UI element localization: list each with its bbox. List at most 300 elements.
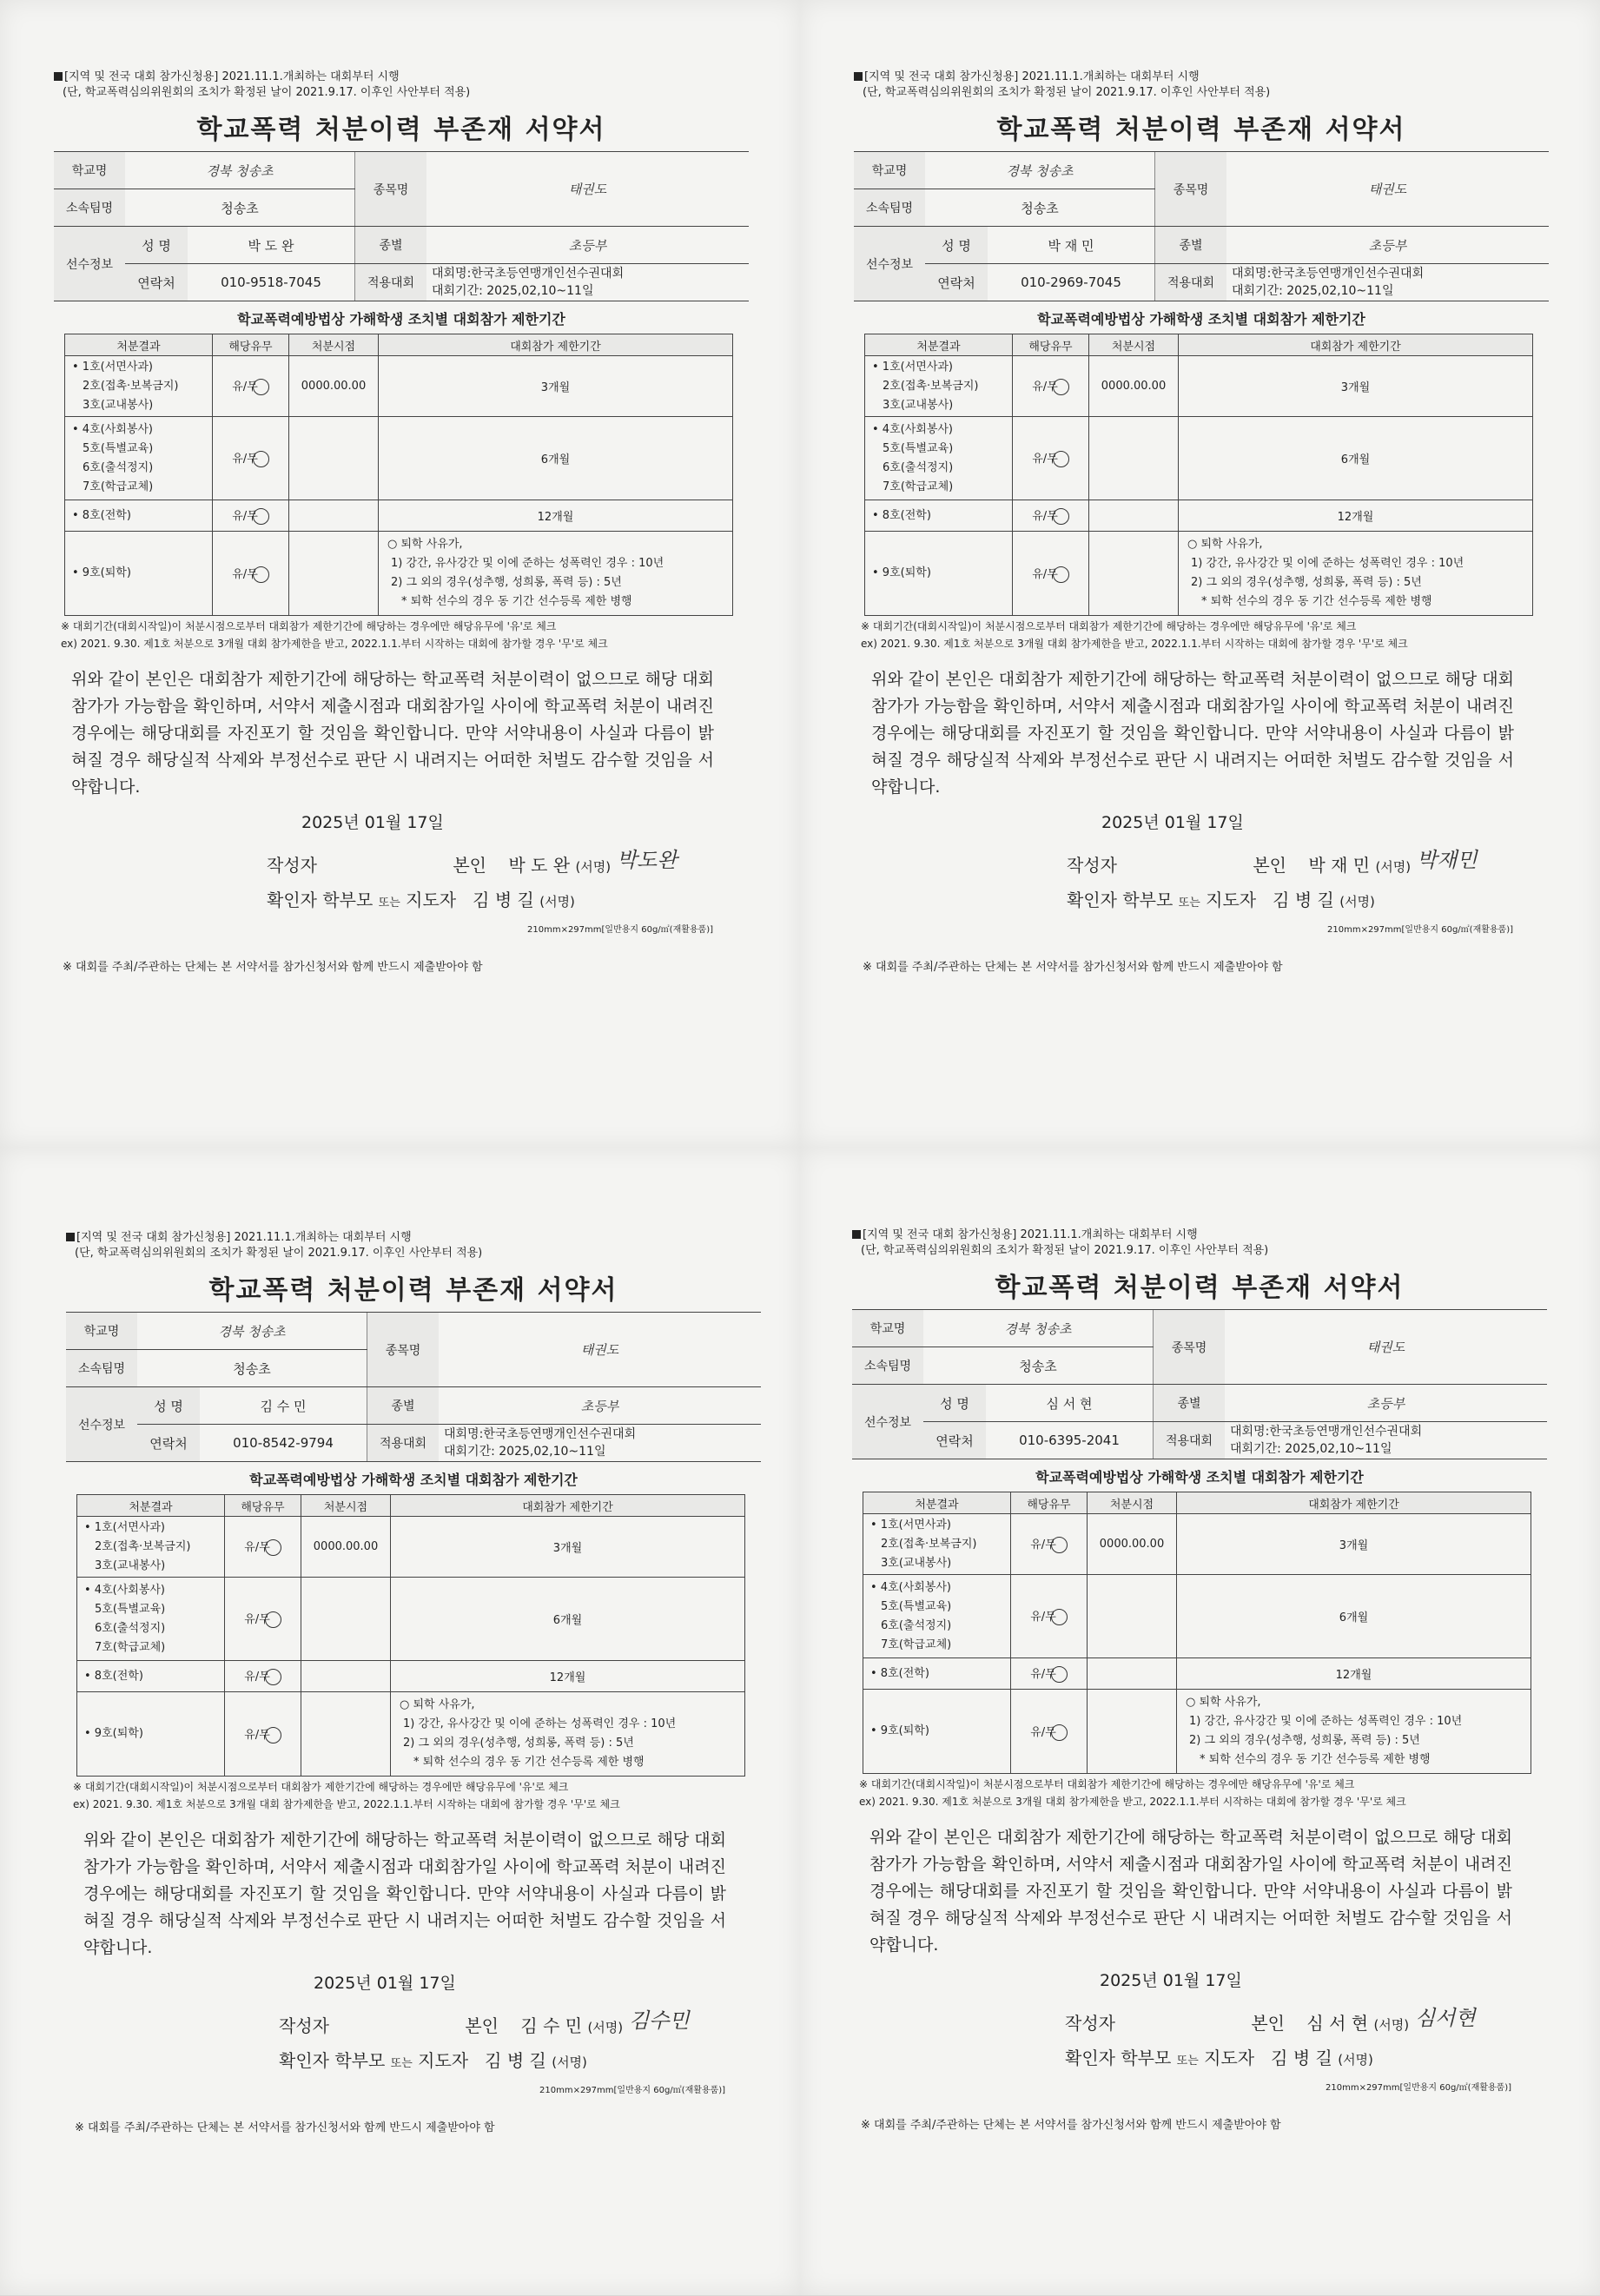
limit-cell: [391, 1692, 745, 1777]
yn-text: 유/무: [244, 1671, 270, 1684]
restriction-subtitle: 학교폭력예방법상 가해학생 조치별 대회참가 제한기간: [237, 311, 565, 328]
player-info-table: [66, 1312, 761, 1462]
phone-value: 010-2969-7045: [988, 264, 1155, 301]
contact-label: 연락처: [125, 264, 188, 301]
pledge-body: 위와 같이 본인은 대회참가 제한기간에 해당하는 학교폭력 처분이력이 없으므로 해당 대회 참가가 가능함을 확인하며, 서약서 제출시점과 대회참가일 사이에 학교폭력 처분이 내려진 경우에는 해당대회를 자진포기 할 것임을 확인합니다. 만약 서약내용이 사실과 다름이 밝혀질 경우 해당실적 삭제와 부정선수로 판단 시 내려지는 어떠한 처벌도 감수할 것임을 서약합니다.: [71, 670, 714, 797]
limit-cell: [1179, 532, 1533, 616]
form-header: [852, 1227, 1547, 1259]
division-value: 초등부: [439, 1387, 761, 1425]
competition-value: [426, 264, 749, 301]
self-label: 본인: [453, 855, 486, 876]
limit-line: * 퇴학 선수의 경우 동 기간 선수등록 제한 병행: [401, 595, 632, 608]
table-row: [863, 1690, 1531, 1774]
pledge-date: 2025년 01월 17일: [301, 813, 444, 832]
footer-note: ※ 대회를 주최/주관하는 단체는 본 서약서를 참가신청서와 함께 반드시 제출받아야 함: [63, 961, 483, 974]
yn-cell: [225, 1578, 301, 1661]
limit-line: 1) 강간, 유사강간 및 이에 준하는 성폭력인 경우 : 10년: [403, 1717, 677, 1730]
pledge-form: [852, 1227, 1547, 2132]
event-value: 태권도: [1225, 1310, 1547, 1385]
footer-note: ※ 대회를 주최/주관하는 단체는 본 서약서를 참가신청서와 함께 반드시 제출받아야 함: [861, 2119, 1281, 2132]
event-label: 종목명: [1155, 152, 1227, 227]
result-line: 6호(출석정지): [95, 1621, 166, 1635]
limit-line: 2) 그 외의 경우(성추행, 성희롱, 폭력 등) : 5년: [1189, 1734, 1420, 1747]
writer-name: 김 수 민: [520, 2015, 583, 2036]
date-cell: [289, 417, 379, 500]
competition-name: 대회명:한국초등연맹개인선수권대회: [444, 1427, 637, 1441]
pledge-date: 2025년 01월 17일: [1101, 813, 1244, 832]
col-date: 처분시점: [289, 334, 379, 356]
limit-cell: [1177, 1690, 1531, 1774]
result-line: 3호(교내봉사): [883, 398, 954, 412]
yn-text: 유/무: [1032, 453, 1058, 466]
name-value: 김 수 민: [200, 1387, 367, 1425]
division-label: 종별: [1154, 1385, 1226, 1422]
bullet-square-icon: [54, 72, 63, 81]
result-line: 5호(특별교육): [881, 1599, 952, 1613]
yn-text: 유/무: [1030, 1611, 1056, 1624]
limit-line: ○ 퇴학 사유가,: [1187, 538, 1263, 551]
date-cell: [1088, 1575, 1177, 1658]
division-value: 초등부: [1226, 227, 1549, 264]
competition-value: [439, 1425, 761, 1462]
player-info-label: 선수정보: [854, 227, 925, 301]
yn-text: 유/무: [1030, 1725, 1056, 1739]
player-info-table: [54, 151, 749, 301]
result-line: 7호(학급교체): [83, 480, 154, 493]
limit-cell: 12개월: [379, 500, 733, 532]
table-row: [77, 1661, 745, 1692]
coach-label: 지도자: [1204, 2048, 1255, 2068]
col-limit: 대회참가 제한기간: [1179, 334, 1533, 356]
table-header-row: [77, 1495, 745, 1517]
seal-text: (서명): [575, 859, 612, 875]
limit-line: 1) 강간, 유사강간 및 이에 준하는 성폭력인 경우 : 10년: [391, 557, 664, 570]
pledge-sheet: [0, 0, 800, 1148]
pledge-form: [54, 69, 749, 974]
competition-value: [1225, 1422, 1547, 1459]
check-circle: [1051, 1724, 1068, 1741]
division-label: 종별: [355, 227, 427, 264]
writer-label: 작성자: [1067, 855, 1117, 876]
result-line: • 1호(서면사과): [870, 1518, 952, 1532]
writer-name: 박 재 민: [1308, 855, 1371, 876]
coach-name: 김 병 길: [1273, 890, 1334, 910]
result-cell: [77, 1661, 225, 1692]
pledge-sheet: [800, 1148, 1600, 2295]
table-row: [863, 1514, 1531, 1575]
check-circle: [265, 1539, 281, 1556]
table-row: [65, 417, 733, 500]
date-cell: [289, 500, 379, 532]
or-label: 또는: [378, 897, 400, 910]
table-row: [865, 500, 1533, 532]
result-cell: [77, 1517, 225, 1578]
result-line: • 9호(퇴학): [72, 566, 131, 579]
team-value: 청송초: [925, 189, 1155, 227]
table-row: [65, 532, 733, 616]
result-line: 5호(특별교육): [83, 441, 154, 455]
or-label: 또는: [1178, 897, 1200, 910]
check-circle: [253, 379, 269, 395]
name-value: 심 서 현: [986, 1385, 1154, 1422]
limit-cell: 3개월: [1179, 356, 1533, 417]
header-line-2: (단, 학교폭력심의위원회의 조치가 확정된 날이 2021.9.17. 이후인 사안부터 적용): [861, 1244, 1269, 1257]
result-line: • 1호(서면사과): [72, 360, 154, 374]
competition-period: 대회기간: 2025,02,10~11일: [1230, 1442, 1392, 1456]
result-line: • 1호(서면사과): [84, 1520, 166, 1534]
pledge-body: 위와 같이 본인은 대회참가 제한기간에 해당하는 학교폭력 처분이력이 없으므로 해당 대회 참가가 가능함을 확인하며, 서약서 제출시점과 대회참가일 사이에 학교폭력 처분이 내려진 경우에는 해당대회를 자진포기 할 것임을 확인합니다. 만약 서약내용이 사실과 다름이 밝혀질 경우 해당실적 삭제와 부정선수로 판단 시 내려지는 어떠한 처벌도 감수할 것임을 서약합니다.: [83, 1830, 726, 1957]
seal-text: (서명): [552, 2054, 587, 2070]
result-line: 3호(교내봉사): [95, 1558, 166, 1572]
footer-note: ※ 대회를 주최/주관하는 단체는 본 서약서를 참가신청서와 함께 반드시 제출받아야 함: [863, 961, 1283, 974]
result-line: • 4호(사회봉사): [84, 1583, 166, 1597]
header-line-1: [지역 및 전국 대회 참가신청용] 2021.11.1.개최하는 대회부터 시행: [64, 70, 400, 83]
bullet-square-icon: [66, 1233, 75, 1241]
date-cell: 0000.00.00: [301, 1517, 391, 1578]
name-label: 성 명: [137, 1387, 200, 1425]
date-cell: [1089, 417, 1179, 500]
seal-text: (서명): [539, 894, 575, 910]
pledge-body: 위와 같이 본인은 대회참가 제한기간에 해당하는 학교폭력 처분이력이 없으므로 해당 대회 참가가 가능함을 확인하며, 서약서 제출시점과 대회참가일 사이에 학교폭력 처분이 내려진 경우에는 해당대회를 자진포기 할 것임을 확인합니다. 만약 서약내용이 사실과 다름이 밝혀질 경우 해당실적 삭제와 부정선수로 판단 시 내려지는 어떠한 처벌도 감수할 것임을 서약합니다.: [869, 1828, 1512, 1955]
signature-block: [66, 2009, 761, 2081]
result-line: 2호(접촉·보복금지): [83, 379, 179, 393]
col-date: 처분시점: [1089, 334, 1179, 356]
check-circle: [253, 508, 269, 525]
result-line: • 9호(퇴학): [872, 566, 931, 579]
limit-line: 1) 강간, 유사강간 및 이에 준하는 성폭력인 경우 : 10년: [1191, 557, 1464, 570]
check-circle: [1053, 566, 1069, 583]
self-label: 본인: [1251, 2013, 1285, 2034]
yn-text: 유/무: [232, 510, 258, 523]
player-info-label: 선수정보: [54, 227, 125, 301]
yn-text: 유/무: [1032, 380, 1058, 394]
form-title: 학교폭력 처분이력 부존재 서약서: [996, 115, 1406, 145]
table-row: [865, 532, 1533, 616]
writer-label: 작성자: [267, 855, 317, 876]
phone-value: 010-8542-9794: [200, 1425, 367, 1462]
col-yn: 해당유무: [225, 1495, 301, 1517]
school-label: 학교명: [66, 1313, 137, 1350]
name-label: 성 명: [125, 227, 188, 264]
result-line: • 8호(전학): [870, 1666, 929, 1680]
school-label: 학교명: [854, 152, 925, 189]
date-cell: [301, 1578, 391, 1661]
restriction-table: [864, 334, 1533, 616]
limit-cell: [379, 532, 733, 616]
header-line-2: (단, 학교폭력심의위원회의 조치가 확정된 날이 2021.9.17. 이후인 사안부터 적용): [75, 1247, 483, 1260]
coach-name: 김 병 길: [485, 2050, 546, 2071]
bullet-square-icon: [854, 72, 863, 81]
limit-line: 2) 그 외의 경우(성추행, 성희롱, 폭력 등) : 5년: [403, 1737, 634, 1750]
yn-text: 유/무: [1032, 567, 1058, 581]
competition-name: 대회명:한국초등연맹개인선수권대회: [1232, 267, 1425, 281]
result-line: 6호(출석정지): [881, 1618, 952, 1632]
note-2: ex) 2021. 9.30. 제1호 처분으로 3개월 대회 참가제한을 받고, 2022.1.1.부터 시작하는 대회에 참가할 경우 '무'로 체크: [861, 638, 1408, 650]
col-yn: 해당유무: [213, 334, 289, 356]
restriction-subtitle: 학교폭력예방법상 가해학생 조치별 대회참가 제한기간: [1037, 311, 1365, 328]
event-value: 태권도: [426, 152, 749, 227]
confirm-label: 확인자 학부모: [1067, 890, 1174, 910]
team-value: 청송초: [125, 189, 355, 227]
table-row: [865, 417, 1533, 500]
result-cell: [863, 1658, 1011, 1690]
form-title: 학교폭력 처분이력 부존재 서약서: [196, 115, 606, 145]
team-value: 청송초: [923, 1347, 1154, 1385]
result-line: • 9호(퇴학): [84, 1727, 143, 1740]
school-label: 학교명: [852, 1310, 923, 1347]
school-value: 경북 청송초: [125, 152, 355, 189]
handwritten-signature: 박재민: [1417, 848, 1478, 872]
name-label: 성 명: [923, 1385, 986, 1422]
note-2: ex) 2021. 9.30. 제1호 처분으로 3개월 대회 참가제한을 받고, 2022.1.1.부터 시작하는 대회에 참가할 경우 '무'로 체크: [859, 1796, 1406, 1808]
result-line: • 8호(전학): [84, 1669, 143, 1683]
date-cell: [301, 1661, 391, 1692]
seal-text: (서명): [1339, 894, 1375, 910]
header-line-2: (단, 학교폭력심의위원회의 조치가 확정된 날이 2021.9.17. 이후인 사안부터 적용): [63, 86, 471, 99]
table-row: [77, 1692, 745, 1777]
seal-text: (서명): [1375, 859, 1412, 875]
pledge-date: 2025년 01월 17일: [314, 1974, 456, 1993]
table-row: [65, 500, 733, 532]
team-label: 소속팀명: [66, 1350, 137, 1387]
yn-text: 유/무: [232, 453, 258, 466]
seal-text: (서명): [1338, 2052, 1373, 2068]
competition-name: 대회명:한국초등연맹개인선수권대회: [432, 267, 625, 281]
restriction-table: [64, 334, 733, 616]
col-yn: 해당유무: [1013, 334, 1089, 356]
yn-cell: [1013, 532, 1089, 616]
header-line-1: [지역 및 전국 대회 참가신청용] 2021.11.1.개최하는 대회부터 시행: [76, 1231, 412, 1244]
paper-spec: 210mm×297mm[일반용지 60g/㎡(재활용품)]: [1327, 925, 1514, 935]
limit-cell: 12개월: [391, 1661, 745, 1692]
confirm-label: 확인자 학부모: [1065, 2048, 1172, 2068]
form-title: 학교폭력 처분이력 부존재 서약서: [208, 1275, 618, 1306]
date-cell: [301, 1692, 391, 1777]
table-header-row: [65, 334, 733, 356]
limit-cell: 3개월: [391, 1517, 745, 1578]
result-line: 5호(특별교육): [883, 441, 954, 455]
yn-cell: [1011, 1658, 1088, 1690]
restriction-table: [76, 1494, 745, 1777]
check-circle: [1051, 1537, 1068, 1553]
check-circle: [1053, 379, 1069, 395]
form-header: [854, 69, 1549, 101]
self-label: 본인: [465, 2015, 499, 2036]
paper-spec: 210mm×297mm[일반용지 60g/㎡(재활용품)]: [1326, 2083, 1512, 2093]
team-label: 소속팀명: [852, 1347, 923, 1385]
pledge-date: 2025년 01월 17일: [1100, 1971, 1242, 1990]
competition-label: 적용대회: [1155, 264, 1227, 301]
paper-spec: 210mm×297mm[일반용지 60g/㎡(재활용품)]: [527, 925, 714, 935]
handwritten-signature: 김수민: [629, 2008, 690, 2033]
confirm-label: 확인자 학부모: [267, 890, 374, 910]
name-value: 박 도 완: [188, 227, 355, 264]
note-1: ※ 대회기간(대회시작일)이 처분시점으로부터 대회참가 제한기간에 해당하는 경우에만 해당유무에 '유'로 체크: [73, 1781, 569, 1793]
limit-cell: 6개월: [1179, 417, 1533, 500]
result-line: • 4호(사회봉사): [72, 422, 154, 436]
seal-text: (서명): [587, 2020, 624, 2035]
col-result: 처분결과: [863, 1492, 1011, 1514]
limit-cell: 12개월: [1179, 500, 1533, 532]
school-label: 학교명: [54, 152, 125, 189]
coach-label: 지도자: [406, 890, 457, 910]
limit-cell: 3개월: [379, 356, 733, 417]
limit-line: ○ 퇴학 사유가,: [387, 538, 463, 551]
signature-block: [852, 2007, 1547, 2078]
school-value: 경북 청송초: [925, 152, 1155, 189]
table-row: [865, 356, 1533, 417]
limit-line: 1) 강간, 유사강간 및 이에 준하는 성폭력인 경우 : 10년: [1189, 1715, 1463, 1728]
yn-cell: [1011, 1514, 1088, 1575]
date-cell: [1089, 500, 1179, 532]
handwritten-signature: 박도완: [617, 848, 678, 872]
competition-name: 대회명:한국초등연맹개인선수권대회: [1230, 1425, 1423, 1439]
yn-text: 유/무: [244, 1728, 270, 1742]
check-circle: [1051, 1666, 1068, 1683]
competition-value: [1226, 264, 1549, 301]
limit-cell: 3개월: [1177, 1514, 1531, 1575]
contact-label: 연락처: [923, 1422, 986, 1459]
limit-line: * 퇴학 선수의 경우 동 기간 선수등록 제한 병행: [1201, 595, 1432, 608]
result-line: • 4호(사회봉사): [872, 422, 954, 436]
col-result: 처분결과: [65, 334, 213, 356]
competition-label: 적용대회: [355, 264, 427, 301]
team-label: 소속팀명: [854, 189, 925, 227]
yn-text: 유/무: [232, 567, 258, 581]
yn-text: 유/무: [1030, 1538, 1056, 1552]
table-header-row: [865, 334, 1533, 356]
result-line: 7호(학급교체): [881, 1638, 952, 1651]
limit-cell: 12개월: [1177, 1658, 1531, 1690]
table-row: [77, 1517, 745, 1578]
footer-note: ※ 대회를 주최/주관하는 단체는 본 서약서를 참가신청서와 함께 반드시 제출받아야 함: [75, 2121, 495, 2134]
limit-line: * 퇴학 선수의 경우 동 기간 선수등록 제한 병행: [413, 1756, 645, 1769]
form-title: 학교폭력 처분이력 부존재 서약서: [995, 1273, 1405, 1303]
table-row: [863, 1575, 1531, 1658]
restriction-subtitle: 학교폭력예방법상 가해학생 조치별 대회참가 제한기간: [249, 1472, 578, 1488]
result-cell: [865, 532, 1013, 616]
result-line: • 9호(퇴학): [870, 1724, 929, 1737]
result-cell: [65, 500, 213, 532]
result-line: 2호(접촉·보복금지): [95, 1539, 191, 1553]
col-yn: 해당유무: [1011, 1492, 1088, 1514]
competition-period: 대회기간: 2025,02,10~11일: [444, 1445, 606, 1459]
result-line: 6호(출석정지): [83, 460, 154, 474]
pledge-form: [854, 69, 1549, 974]
writer-label: 작성자: [1065, 2013, 1115, 2034]
result-cell: [865, 500, 1013, 532]
yn-cell: [1013, 417, 1089, 500]
check-circle: [1053, 451, 1069, 467]
col-limit: 대회참가 제한기간: [379, 334, 733, 356]
division-value: 초등부: [426, 227, 749, 264]
coach-name: 김 병 길: [1271, 2048, 1332, 2068]
coach-name: 김 병 길: [473, 890, 534, 910]
yn-cell: [213, 356, 289, 417]
event-value: 태권도: [1226, 152, 1549, 227]
form-header: [66, 1230, 761, 1261]
check-circle: [265, 1611, 281, 1628]
note-1: ※ 대회기간(대회시작일)이 처분시점으로부터 대회참가 제한기간에 해당하는 경우에만 해당유무에 '유'로 체크: [859, 1778, 1355, 1790]
result-line: • 8호(전학): [72, 508, 131, 522]
player-info-table: [854, 151, 1549, 301]
bullet-square-icon: [852, 1230, 861, 1239]
result-line: 3호(교내봉사): [881, 1556, 952, 1570]
confirm-row: [267, 883, 749, 920]
result-line: 6호(출석정지): [883, 460, 954, 474]
col-limit: 대회참가 제한기간: [391, 1495, 745, 1517]
note-2: ex) 2021. 9.30. 제1호 처분으로 3개월 대회 참가제한을 받고, 2022.1.1.부터 시작하는 대회에 참가할 경우 '무'로 체크: [73, 1798, 620, 1810]
school-value: 경북 청송초: [137, 1313, 367, 1350]
note-2: ex) 2021. 9.30. 제1호 처분으로 3개월 대회 참가제한을 받고, 2022.1.1.부터 시작하는 대회에 참가할 경우 '무'로 체크: [61, 638, 608, 650]
table-row: [863, 1658, 1531, 1690]
phone-value: 010-9518-7045: [188, 264, 355, 301]
result-cell: [863, 1575, 1011, 1658]
col-date: 처분시점: [301, 1495, 391, 1517]
check-circle: [1053, 508, 1069, 525]
pledge-sheet: [0, 1148, 800, 2295]
yn-cell: [213, 500, 289, 532]
contact-label: 연락처: [925, 264, 988, 301]
writer-label: 작성자: [279, 2015, 329, 2036]
yn-text: 유/무: [1030, 1668, 1056, 1681]
division-label: 종별: [367, 1387, 440, 1425]
team-value: 청송초: [137, 1350, 367, 1387]
player-info-label: 선수정보: [852, 1385, 923, 1459]
yn-text: 유/무: [244, 1541, 270, 1554]
check-circle: [265, 1669, 281, 1685]
result-cell: [65, 417, 213, 500]
date-cell: [1088, 1690, 1177, 1774]
yn-cell: [225, 1692, 301, 1777]
limit-line: ○ 퇴학 사유가,: [1186, 1696, 1261, 1709]
table-header-row: [863, 1492, 1531, 1514]
yn-cell: [225, 1517, 301, 1578]
division-label: 종별: [1155, 227, 1227, 264]
result-line: • 4호(사회봉사): [870, 1580, 952, 1594]
result-line: 5호(특별교육): [95, 1602, 166, 1616]
table-row: [77, 1578, 745, 1661]
check-circle: [253, 451, 269, 467]
limit-cell: 6개월: [1177, 1575, 1531, 1658]
result-line: 7호(학급교체): [883, 480, 954, 493]
pledge-form: [66, 1230, 761, 2134]
result-cell: [77, 1578, 225, 1661]
yn-cell: [213, 417, 289, 500]
coach-label: 지도자: [1206, 890, 1257, 910]
form-header: [54, 69, 749, 101]
signature-block: [854, 849, 1549, 920]
yn-cell: [1011, 1690, 1088, 1774]
header-line-2: (단, 학교폭력심의위원회의 조치가 확정된 날이 2021.9.17. 이후인 사안부터 적용): [863, 86, 1271, 99]
player-info-table: [852, 1309, 1547, 1459]
seal-text: (서명): [1373, 2017, 1410, 2033]
yn-text: 유/무: [244, 1613, 270, 1626]
yn-cell: [1011, 1575, 1088, 1658]
limit-cell: 6개월: [391, 1578, 745, 1661]
yn-text: 유/무: [1032, 510, 1058, 523]
school-value: 경북 청송초: [923, 1310, 1154, 1347]
paper-spec: 210mm×297mm[일반용지 60g/㎡(재활용품)]: [539, 2086, 726, 2095]
writer-name: 박 도 완: [508, 855, 571, 876]
check-circle: [265, 1727, 281, 1744]
competition-period: 대회기간: 2025,02,10~11일: [432, 284, 594, 298]
note-1: ※ 대회기간(대회시작일)이 처분시점으로부터 대회참가 제한기간에 해당하는 경우에만 해당유무에 '유'로 체크: [861, 620, 1357, 632]
limit-line: 2) 그 외의 경우(성추행, 성희롱, 폭력 등) : 5년: [391, 576, 622, 589]
competition-label: 적용대회: [1154, 1422, 1226, 1459]
confirm-label: 확인자 학부모: [279, 2050, 386, 2071]
team-label: 소속팀명: [54, 189, 125, 227]
